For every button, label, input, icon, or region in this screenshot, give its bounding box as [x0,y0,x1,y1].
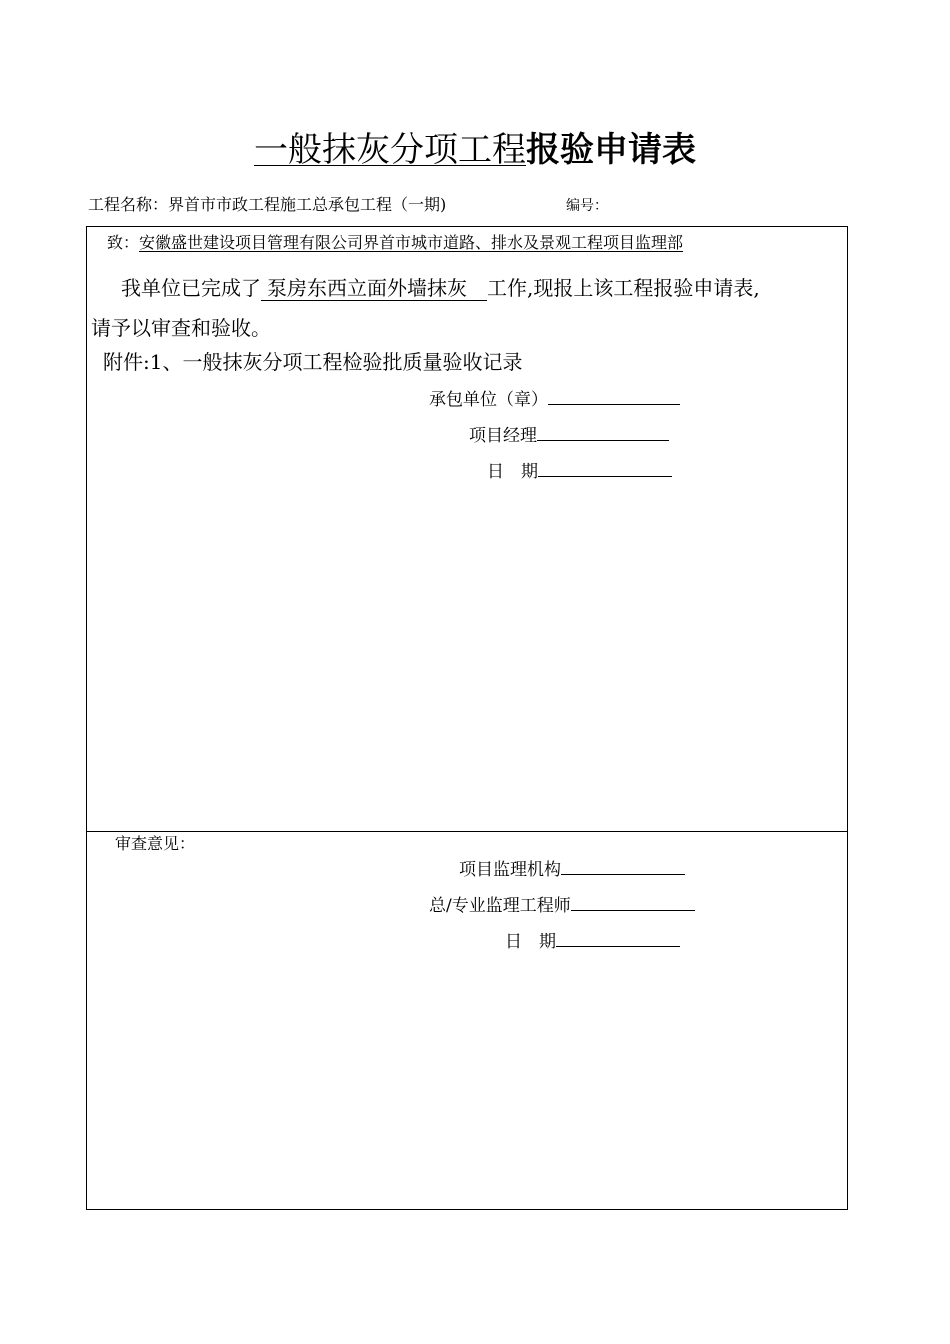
statement-suffix: 工作,现报上该工程报验申请表, [487,276,760,300]
section-divider [87,831,847,832]
application-statement-line1 [121,275,760,301]
title-underlined-part: 一般抹灰分项工程 [254,130,526,170]
contractor-seal-label: 承包单位（章） [429,390,548,410]
application-form-table [86,226,848,1210]
application-statement-line2: 请予以审查和验收。 [91,316,271,340]
project-name-label: 工程名称： [88,195,169,214]
application-date-label: 日 期 [487,462,538,482]
application-date-line [487,459,672,483]
page-title [0,128,950,172]
review-date-label: 日 期 [505,932,556,952]
addressee-line [107,233,683,253]
contractor-seal-blank[interactable] [548,387,680,405]
review-date-blank[interactable] [556,929,680,947]
supervision-org-blank[interactable] [561,857,685,875]
review-date-line [505,929,680,953]
project-manager-line [469,423,669,447]
supervision-org-line [459,857,685,881]
addressee-label: 致： [107,233,140,252]
supervision-org-label: 项目监理机构 [459,860,561,880]
project-manager-label: 项目经理 [469,426,537,446]
serial-number-label: 编号： [566,198,608,214]
contractor-seal-line [429,387,680,411]
project-info-row [88,194,608,216]
addressee-recipient: 安徽盛世建设项目管理有限公司界首市城市道路、排水及景观工程项目监理部 [139,233,684,252]
chief-engineer-label: 总/专业监理工程师 [429,896,571,916]
completed-work-item: 泵房东西立面外墙抹灰 [261,276,487,301]
project-name-value: 界首市市政工程施工总承包工程（一期) [168,195,447,214]
chief-engineer-line [429,893,695,917]
review-opinion-label: 审查意见： [115,834,196,853]
statement-prefix: 我单位已完成了 [121,276,261,300]
application-date-blank[interactable] [538,459,672,477]
title-bold-part: 报验申请表 [526,130,696,170]
attachment-line: 附件:1、一般抹灰分项工程检验批质量验收记录 [103,350,523,374]
chief-engineer-blank[interactable] [571,893,695,911]
project-manager-blank[interactable] [537,423,669,441]
